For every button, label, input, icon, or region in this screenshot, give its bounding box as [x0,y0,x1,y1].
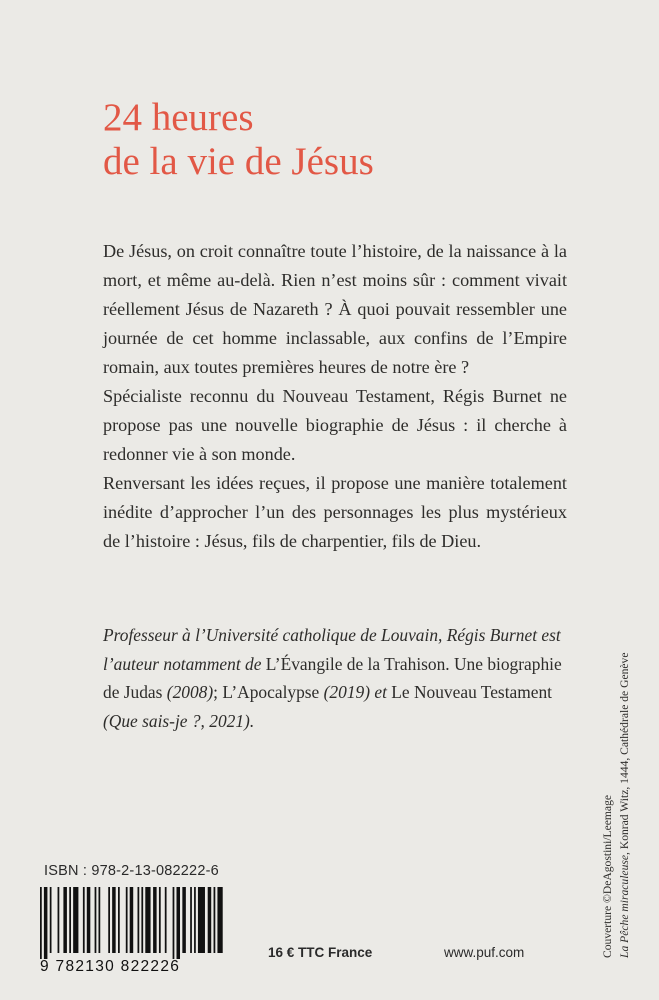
barcode-digits: 9 782130 822226 [40,958,181,973]
barcode-bar [73,887,78,953]
barcode-bar [208,887,212,953]
barcode-bar [130,887,134,953]
barcode-bar [217,887,222,953]
barcode-bar [177,887,181,959]
barcode-bar [194,887,196,953]
barcode-bar [95,887,97,953]
bio-conjunction: et [374,682,387,702]
book-title [103,96,374,184]
barcode-bar [112,887,116,953]
cover-credit [599,558,633,958]
isbn-label: ISBN : 978-2-13-082222-6 [44,863,219,879]
barcode-bar [87,887,91,953]
title-line-1: 24 heures [103,96,254,139]
barcode-bar [214,887,216,953]
barcode-bar [145,887,150,953]
author-bio [103,621,573,735]
bio-book-2-year: (2019) [323,682,371,702]
bio-separator: ; [213,682,218,702]
title-line-2: de la vie de Jésus [103,140,374,183]
barcode-bar [44,887,48,959]
barcode-bar [63,887,67,953]
blurb-paragraph: Renversant les idées reçues, il propose une manière totalement inédite d’approcher l’un des personnages les plus mystérieux de l’histoire : Jésus, fils de charpentier, fils de Dieu. [103,473,567,551]
barcode-bar [40,887,42,959]
barcode-bar [182,887,186,953]
blurb-paragraph: Spécialiste reconnu du Nouveau Testament, Régis Burnet ne propose pas une nouvelle biographie de Jésus : il cherche à redonner vie à son monde. [103,386,567,464]
credit-artwork-title: La Pêche miraculeuse [618,854,631,958]
bio-book-3: Le Nouveau Testament [391,682,553,702]
barcode-bar [198,887,205,953]
bio-book-2: L’Apocalypse [222,682,320,702]
barcode-bar [153,887,157,953]
barcode-bar [159,887,161,953]
barcode-bar [108,887,110,953]
barcode-bar [50,887,52,953]
back-cover-blurb [103,237,567,556]
barcode-bar [83,887,85,953]
barcode [38,887,228,973]
barcode-bar [173,887,175,959]
barcode-bar [99,887,101,953]
barcode-bar [58,887,60,953]
bio-intro: Professeur à l’Université catholique de Louvain, Régis Burnet est l’auteur notamment de [103,625,561,674]
price-label: 16 € TTC France [268,945,373,960]
credit-line-2 [616,558,633,958]
barcode-bar [118,887,120,953]
barcode-bar [69,887,71,953]
publisher-website: www.puf.com [444,945,525,960]
bio-book-3-ref: (Que sais-je ?, 2021). [103,710,255,731]
barcode-bar [190,887,192,953]
bio-book-1-year: (2008) [166,682,214,702]
barcode-bar [165,887,167,953]
credit-line-1: Couverture ©DeAgostini/Leemage [601,794,614,958]
barcode-bar [138,887,140,953]
barcode-bar [141,887,143,953]
bio-book-1: L’Évangile de la Trahison. Une biographie de Judas [103,653,562,702]
barcode-bar [126,887,128,953]
credit-artwork-details: , Konrad Witz, 1444, Cathédrale de Genève [618,652,631,855]
blurb-paragraph: De Jésus, on croit connaître toute l’histoire, de la naissance à la mort, et même au-delà. Rien n’est moins sûr : comment vivait réellement Jésus de Nazareth ? À quoi pouvait ressembler une journée de cet homme inclassable, aux confins de l’Empire romain, aux toutes premières heures de notre ère ? [103,241,567,377]
